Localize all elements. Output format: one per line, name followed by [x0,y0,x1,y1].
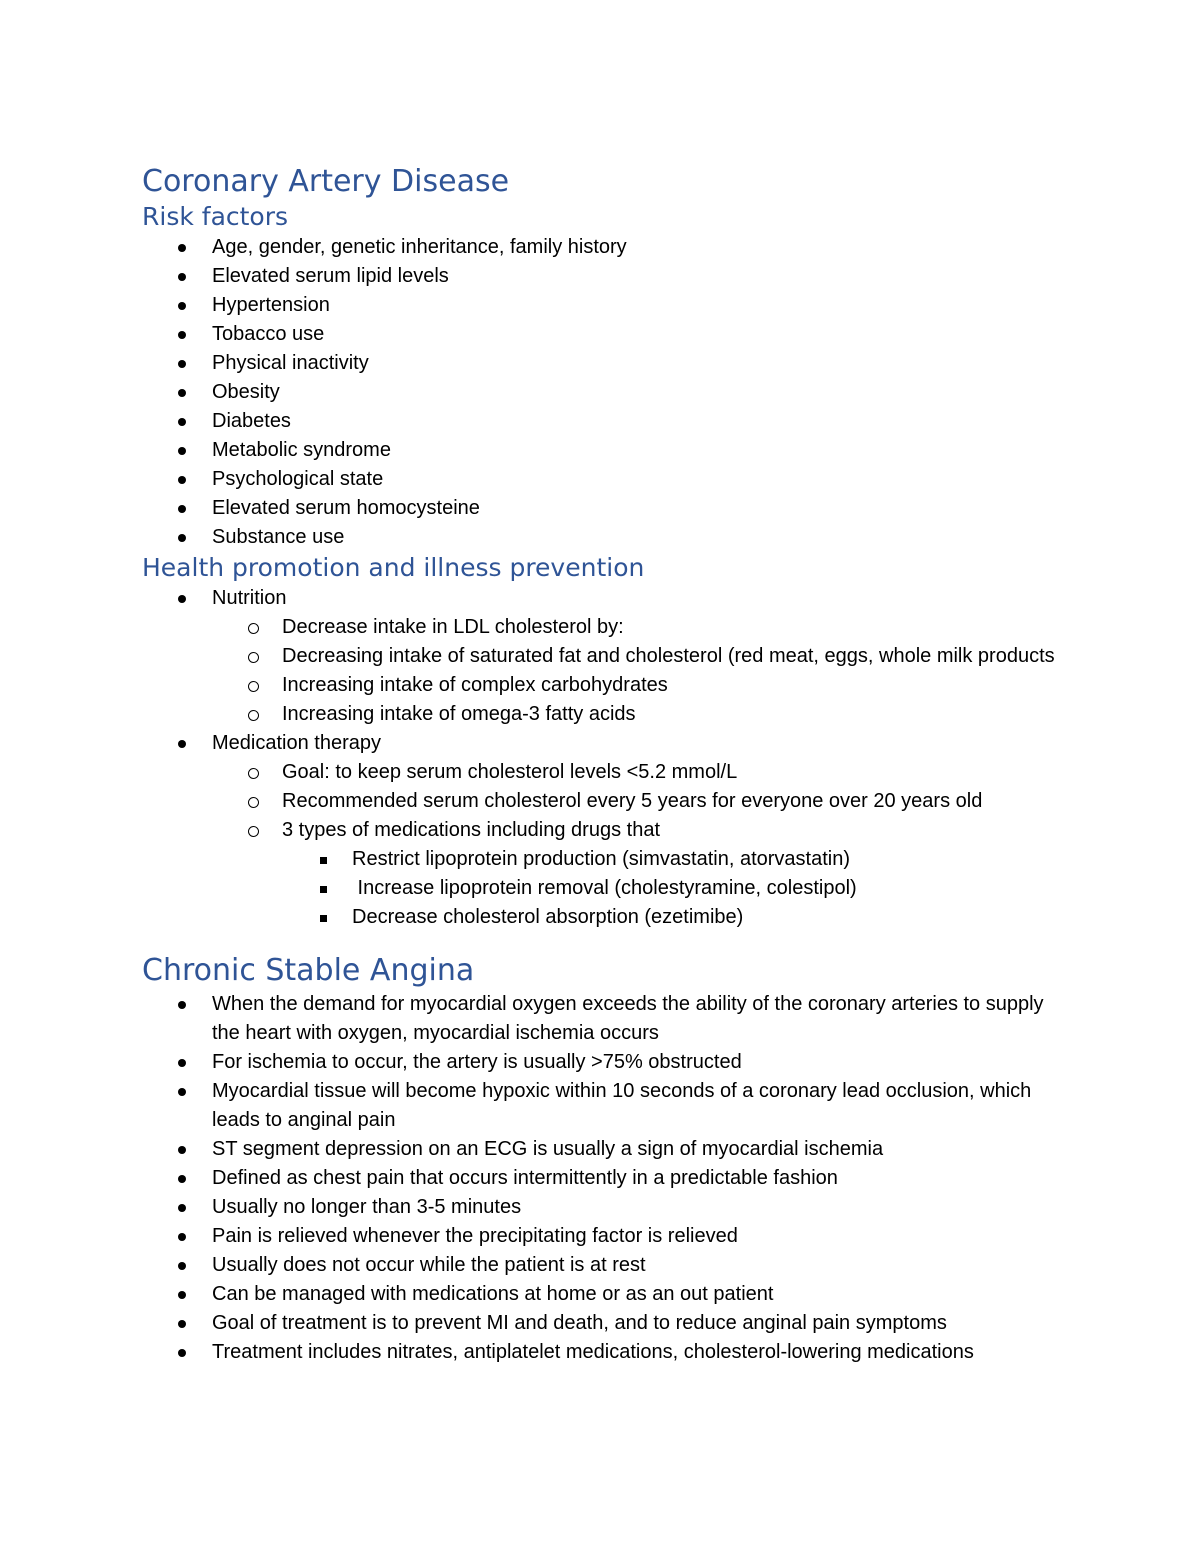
angina-list [142,990,1062,1367]
list-item: Diabetes [142,407,1062,436]
bullet-icon [178,534,186,542]
bullet-icon [178,476,186,484]
list-item: Increase lipoprotein removal (cholestyramine, colestipol) [282,874,1062,903]
list-item: For ischemia to occur, the artery is usually >75% obstructed [142,1048,1062,1077]
bullet-icon [178,505,186,513]
circle-bullet-icon [248,652,259,663]
circle-bullet-icon [248,768,259,779]
bullet-icon [178,1204,186,1212]
list-item-medication: Medication therapy Goal: to keep serum cholesterol levels <5.2 mmol/L Recommended serum cholesterol every 5 years for everyone over 20 years old 3 types of medications including drugs that Restrict lipoprotein production (simvastatin, atorvastatin) Increase lipoprotein removal (cholestyramine, colestipol) Decrease cholesterol absorption (ezetimibe) [142,729,1062,932]
bullet-icon [178,360,186,368]
list-item: Substance use [142,523,1062,552]
bullet-icon [178,1320,186,1328]
list-item: Can be managed with medications at home or as an out patient [142,1280,1062,1309]
bullet-icon [178,418,186,426]
list-item: Goal of treatment is to prevent MI and death, and to reduce anginal pain symptoms [142,1309,1062,1338]
bullet-icon [178,447,186,455]
health-promotion-list [142,584,1062,932]
list-item: Obesity [142,378,1062,407]
bullet-icon [178,273,186,281]
list-item: Age, gender, genetic inheritance, family history [142,233,1062,262]
risk-factors-heading: Risk factors [142,202,289,231]
drug-types-sublist [282,845,1062,932]
bullet-icon [178,331,186,339]
square-bullet-icon [320,886,327,893]
list-item-nutrition: Nutrition Decrease intake in LDL cholesterol by: Decreasing intake of saturated fat and cholesterol (red meat, eggs, whole milk products Increasing intake of complex carbohydrates Increasing intake of omega-3 fatty acids [142,584,1062,729]
circle-bullet-icon [248,797,259,808]
document-page [142,163,1062,1367]
list-item: ST segment depression on an ECG is usually a sign of myocardial ischemia [142,1135,1062,1164]
bullet-icon [178,1001,186,1009]
bullet-icon [178,1262,186,1270]
list-item: Usually no longer than 3-5 minutes [142,1193,1062,1222]
list-item: Hypertension [142,291,1062,320]
bullet-icon [178,1059,186,1067]
circle-bullet-icon [248,710,259,721]
bullet-icon [178,1146,186,1154]
list-item: Decreasing intake of saturated fat and cholesterol (red meat, eggs, whole milk products [212,642,1062,671]
list-item: Treatment includes nitrates, antiplatelet medications, cholesterol-lowering medications [142,1338,1062,1367]
nutrition-sublist [212,613,1062,729]
angina-title: Chronic Stable Angina [142,953,475,988]
list-item: When the demand for myocardial oxygen exceeds the ability of the coronary arteries to supply the heart with oxygen, myocardial ischemia occurs [142,990,1062,1048]
list-item: Decrease intake in LDL cholesterol by: [212,613,1062,642]
list-item: Increasing intake of complex carbohydrates [212,671,1062,700]
list-item: Recommended serum cholesterol every 5 years for everyone over 20 years old [212,787,1062,816]
bullet-icon [178,740,186,748]
list-item: Increasing intake of omega-3 fatty acids [212,700,1062,729]
list-item: Metabolic syndrome [142,436,1062,465]
list-item: Physical inactivity [142,349,1062,378]
bullet-icon [178,1175,186,1183]
list-item: Elevated serum lipid levels [142,262,1062,291]
bullet-icon [178,1233,186,1241]
list-item: Pain is relieved whenever the precipitating factor is relieved [142,1222,1062,1251]
list-item: Decrease cholesterol absorption (ezetimibe) [282,903,1062,932]
bullet-icon [178,1291,186,1299]
bullet-icon [178,1349,186,1357]
health-promotion-heading: Health promotion and illness prevention [142,553,645,582]
circle-bullet-icon [248,623,259,634]
cad-title: Coronary Artery Disease [142,164,510,199]
bullet-icon [178,595,186,603]
circle-bullet-icon [248,826,259,837]
square-bullet-icon [320,915,327,922]
list-item: Elevated serum homocysteine [142,494,1062,523]
circle-bullet-icon [248,681,259,692]
list-item: Defined as chest pain that occurs intermittently in a predictable fashion [142,1164,1062,1193]
list-item: Usually does not occur while the patient is at rest [142,1251,1062,1280]
list-item: Myocardial tissue will become hypoxic within 10 seconds of a coronary lead occlusion, which leads to anginal pain [142,1077,1062,1135]
bullet-icon [178,302,186,310]
bullet-icon [178,244,186,252]
list-item: 3 types of medications including drugs that Restrict lipoprotein production (simvastatin, atorvastatin) Increase lipoprotein removal (cholestyramine, colestipol) Decrease cholesterol absorption (ezetimibe) [212,816,1062,932]
square-bullet-icon [320,857,327,864]
list-item: Tobacco use [142,320,1062,349]
list-item: Psychological state [142,465,1062,494]
bullet-icon [178,1088,186,1096]
risk-factors-list [142,233,1062,552]
list-item: Goal: to keep serum cholesterol levels <5.2 mmol/L [212,758,1062,787]
list-item: Restrict lipoprotein production (simvastatin, atorvastatin) [282,845,1062,874]
bullet-icon [178,389,186,397]
medication-sublist [212,758,1062,932]
